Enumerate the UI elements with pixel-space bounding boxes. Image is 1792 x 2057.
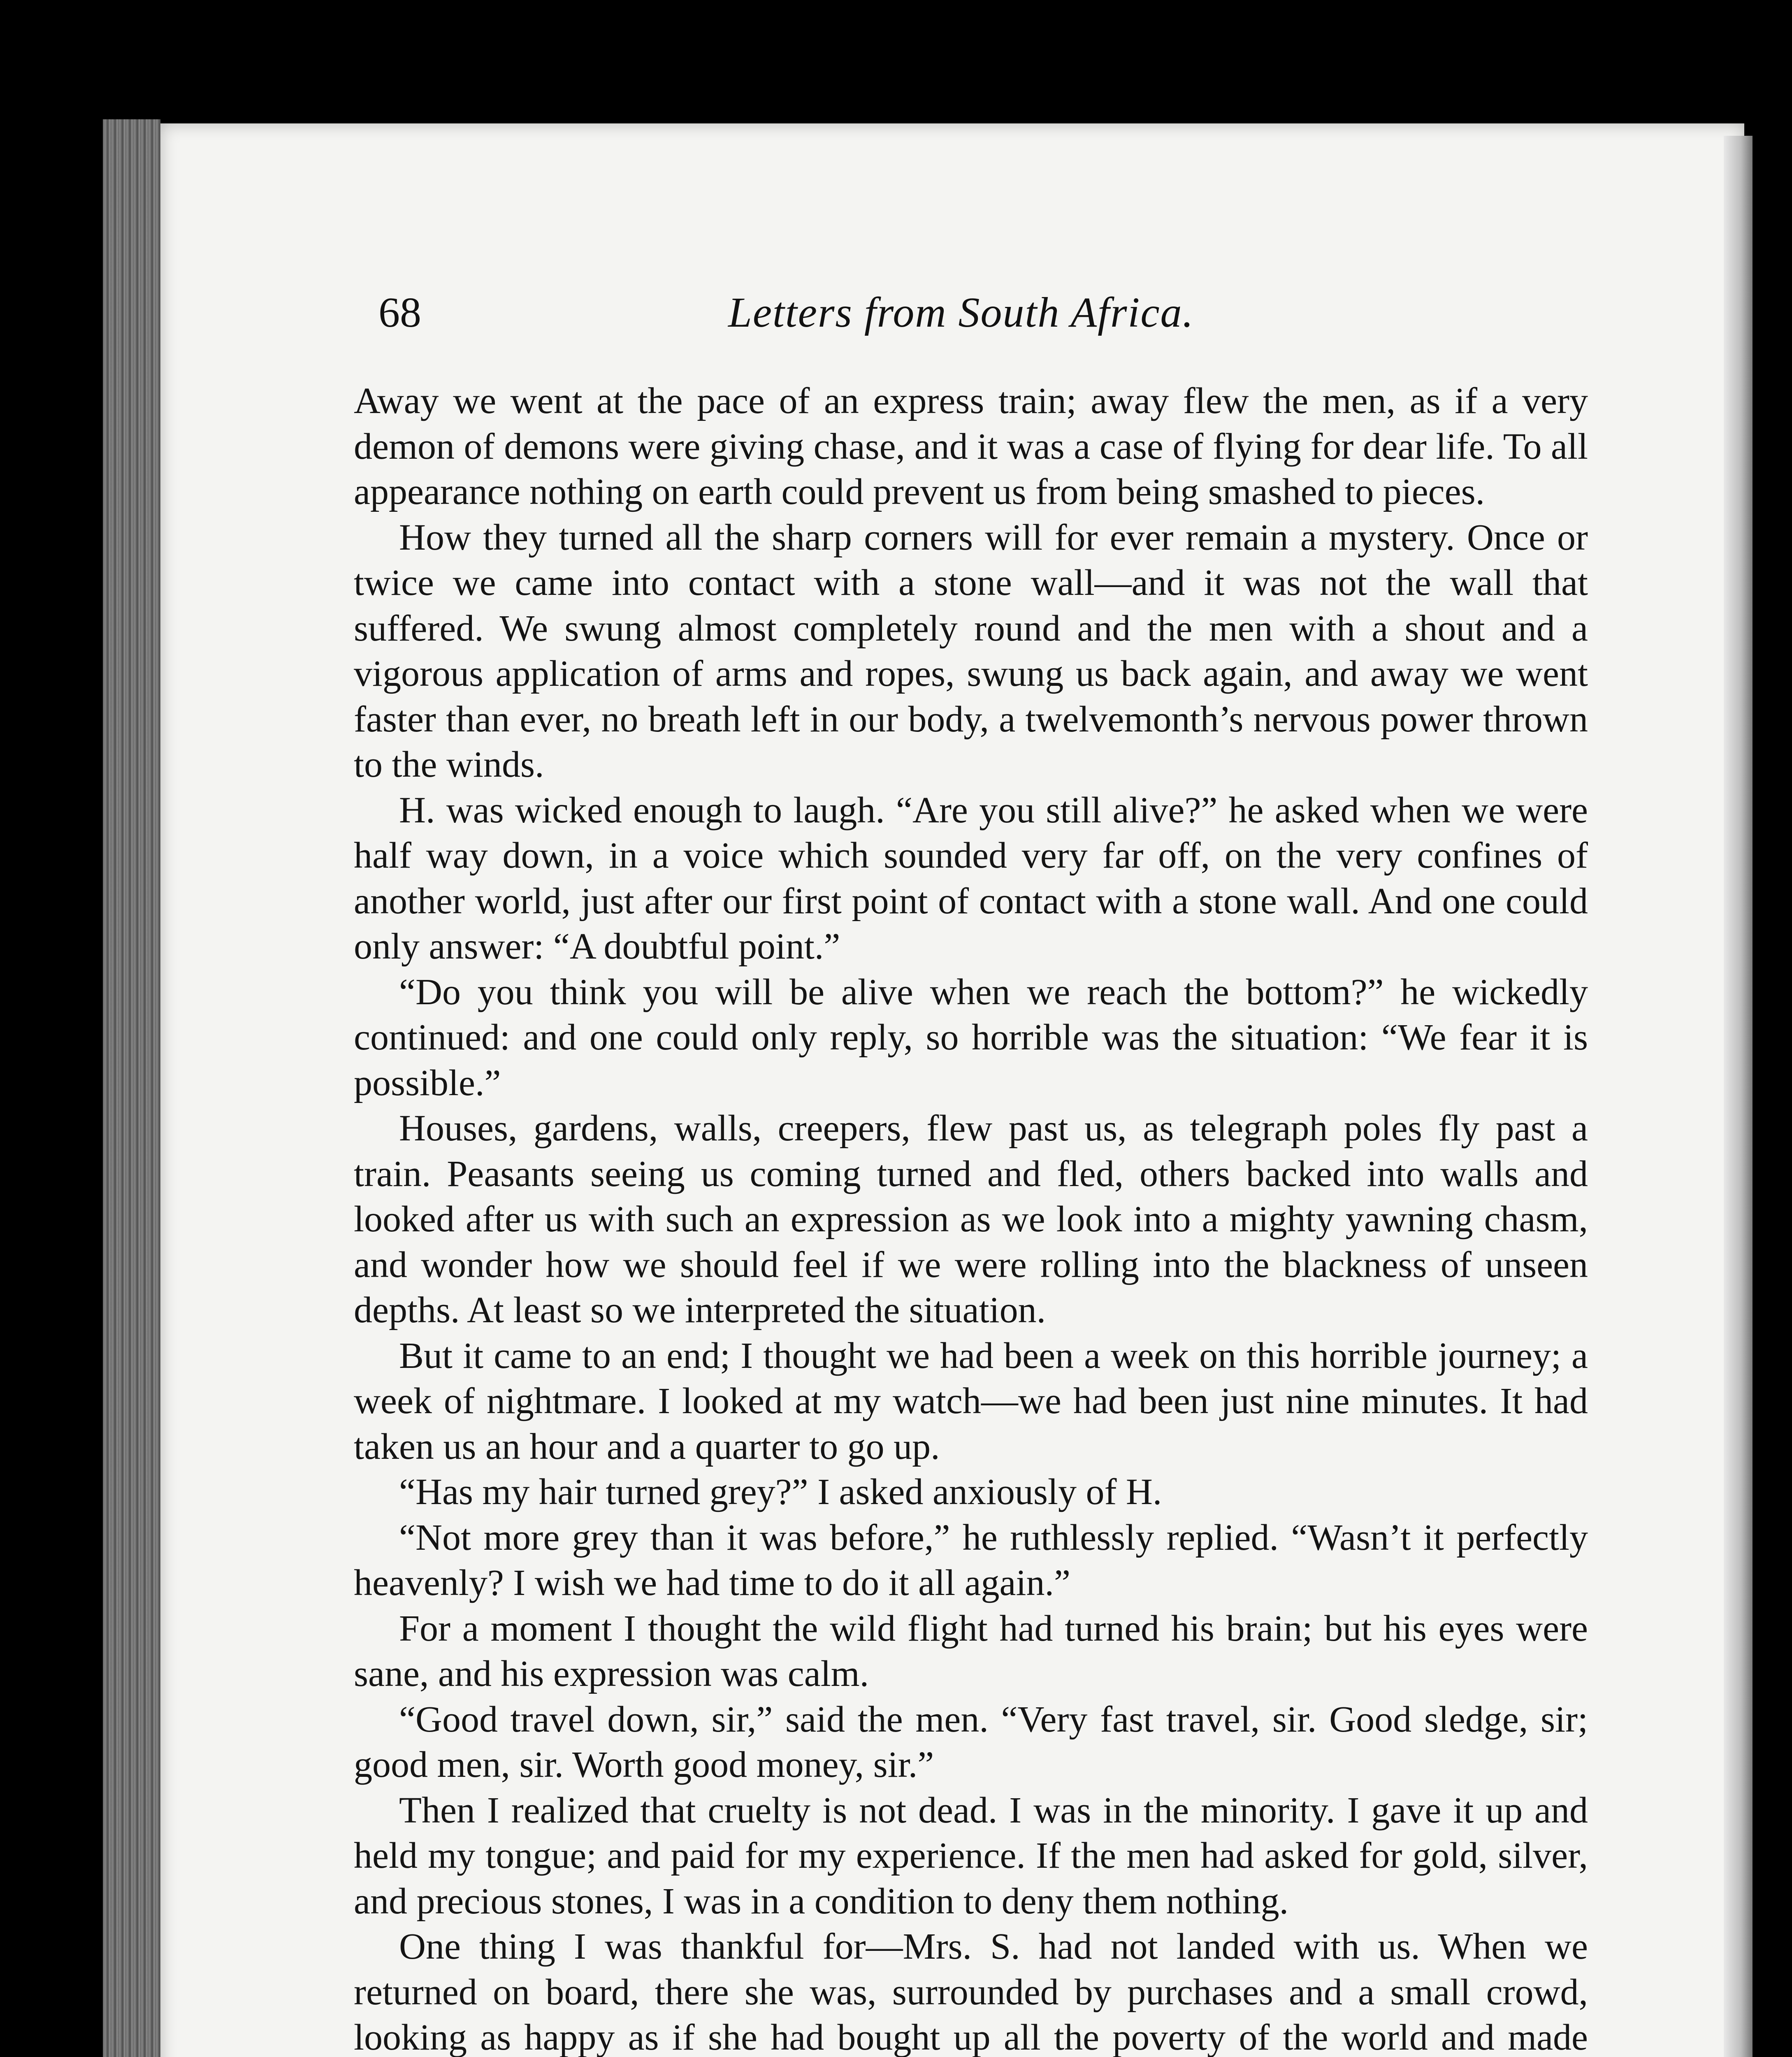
paragraph: How they turned all the sharp corners will for ever remain a mystery. Once or twice we came into contact with a stone wall—and it was not the wall that suffered. We swung almost completely round and the men with a shout and a vigorous application of arms and ropes, swung us back again, and away we went faster than ever, no breath left in our body, a twelvemonth’s nervous power thrown to the winds. [354, 517, 1588, 785]
paragraph: “Has my hair turned grey?” I asked anxiously of H. [399, 1472, 1162, 1512]
paragraph: One thing I was thankful for—Mrs. S. had not landed with us. When we returned on board, there she was, surrounded by purchases and a small crowd, looking as happy as if she had bought up all the poverty of the world and made [354, 1926, 1588, 2057]
running-title: Letters from South Africa. [728, 289, 1194, 336]
book-spine-edge [103, 119, 160, 2057]
page-header [378, 288, 1551, 350]
paragraph: For a moment I thought the wild flight had turned his brain; but his eyes were sane, and his expression was calm. [354, 1608, 1588, 1694]
paragraph: Then I realized that cruelty is not dead. I was in the minority. I gave it up and held my tongue; and paid for my experience. If the men had asked for gold, silver, and precious stones, I was in a condition to deny them nothing. [354, 1790, 1588, 1922]
paragraph: “Not more grey than it was before,” he ruthlessly replied. “Wasn’t it perfectly heavenly? I wish we had time to do it all again.” [354, 1517, 1588, 1603]
body-text [354, 378, 1588, 2057]
paragraph: H. was wicked enough to laugh. “Are you still alive?” he asked when we were half way down, in a voice which sounded very far off, on the very confines of another world, just after our first point of contact with a stone wall. And one could only answer: “A doubtful point.” [354, 789, 1588, 967]
page-right-edge [1724, 136, 1753, 2057]
paragraph: “Do you think you will be alive when we reach the bottom?” he wickedly continued: and one could only reply, so horrible was the situation: “We fear it is possible.” [354, 971, 1588, 1103]
page-number: 68 [378, 289, 421, 336]
paragraph: But it came to an end; I thought we had been a week on this horrible journey; a week of nightmare. I looked at my watch—we had been just nine minutes. It had taken us an hour and a quarter to go up. [354, 1335, 1588, 1467]
paragraph: “Good travel down, sir,” said the men. “Very fast travel, sir. Good sledge, sir; good men, sir. Worth good money, sir.” [354, 1699, 1588, 1785]
paragraph: Houses, gardens, walls, creepers, flew past us, as telegraph poles fly past a train. Peasants seeing us coming turned and fled, others backed into walls and looked after us with such an expression as we look into a mighty yawning chasm, and wonder how we should feel if we were rolling into the blackness of unseen depths. At least so we interpreted the situation. [354, 1108, 1588, 1330]
paragraph: Away we went at the pace of an express train; away flew the men, as if a very demon of demons were giving chase, and it was a case of flying for dear life. To all appearance nothing on earth could prevent us from being smashed to pieces. [354, 381, 1588, 512]
